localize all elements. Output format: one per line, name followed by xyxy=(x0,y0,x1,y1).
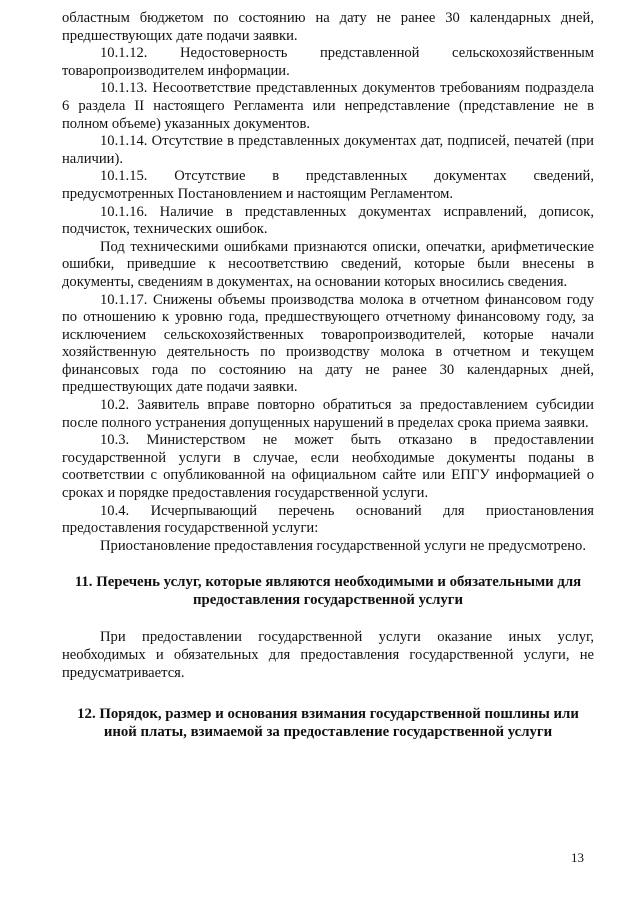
paragraph-10-2: 10.2. Заявитель вправе повторно обратиться за предоставлением субсидии после полного устранения допущенных нарушений в пределах срока приема заявки. xyxy=(62,397,594,431)
paragraph-10-1-13: 10.1.13. Несоответствие представленных документов требованиям подраздела 6 раздела II настоящего Регламента или непредставление (представление не в полном объеме) указанных документов. xyxy=(62,80,594,132)
paragraph-10-3: 10.3. Министерством не может быть отказано в предоставлении государственной услуги в случае, если необходимые документы поданы в соответствии с опубликованной на официальном сайте или ЕПГУ информацией о сроках и порядке предоставления государственной услуги. xyxy=(62,432,594,502)
document-body xyxy=(62,10,594,741)
paragraph-10-1-16: 10.1.16. Наличие в представленных документах исправлений, дописок, подчисток, технических ошибок. xyxy=(62,203,594,238)
paragraph-10-1-15: 10.1.15. Отсутствие в представленных документах сведений, предусмотренных Постановлением и настоящим Регламентом. xyxy=(62,168,594,202)
paragraph-10-1-17: 10.1.17. Снижены объемы производства молока в отчетном финансовом году по отношению к уровню года, предшествующего отчетному финансовому году, за исключением сельскохозяйственных товаропроизводителей, которые начали хозяйственную деятельность по производству молока в отчетном и текущем финансовых года по состоянию на дату не ранее 30 календарных дней, предшествующих дате подачи заявки. xyxy=(62,291,594,396)
section-11-heading: 11. Перечень услуг, которые являются необходимыми и обязательными для предоставления государственной услуги xyxy=(74,574,582,609)
paragraph-10-1-14: 10.1.14. Отсутствие в представленных документах дат, подписей, печатей (при наличии). xyxy=(62,133,594,167)
paragraph-continuation: областным бюджетом по состоянию на дату не ранее 30 календарных дней, предшествующих дате подачи заявки. xyxy=(62,10,594,44)
paragraph-10-1-12: 10.1.12. Недостоверность представленной сельскохозяйственным товаропроизводителем информации. xyxy=(62,45,594,79)
page-number: 13 xyxy=(571,850,584,865)
section-11-body: При предоставлении государственной услуги оказание иных услуг, необходимых и обязательных для предоставления государственной услуги, не предусматривается. xyxy=(62,629,594,681)
paragraph-technical-errors: Под техническими ошибками признаются описки, опечатки, арифметические ошибки, приведшие к несоответствию сведений, которые были внесены в документы, сведениям в документах, на основании которых вносились сведения. xyxy=(62,238,594,290)
paragraph-10-4: 10.4. Исчерпывающий перечень оснований для приостановления предоставления государственной услуги: xyxy=(62,502,594,537)
section-12-heading: 12. Порядок, размер и основания взимания государственной пошлины или иной платы, взимаемой за предоставление государственной услуги xyxy=(77,706,579,741)
paragraph-suspension: Приостановление предоставления государственной услуги не предусмотрено. xyxy=(100,537,586,554)
